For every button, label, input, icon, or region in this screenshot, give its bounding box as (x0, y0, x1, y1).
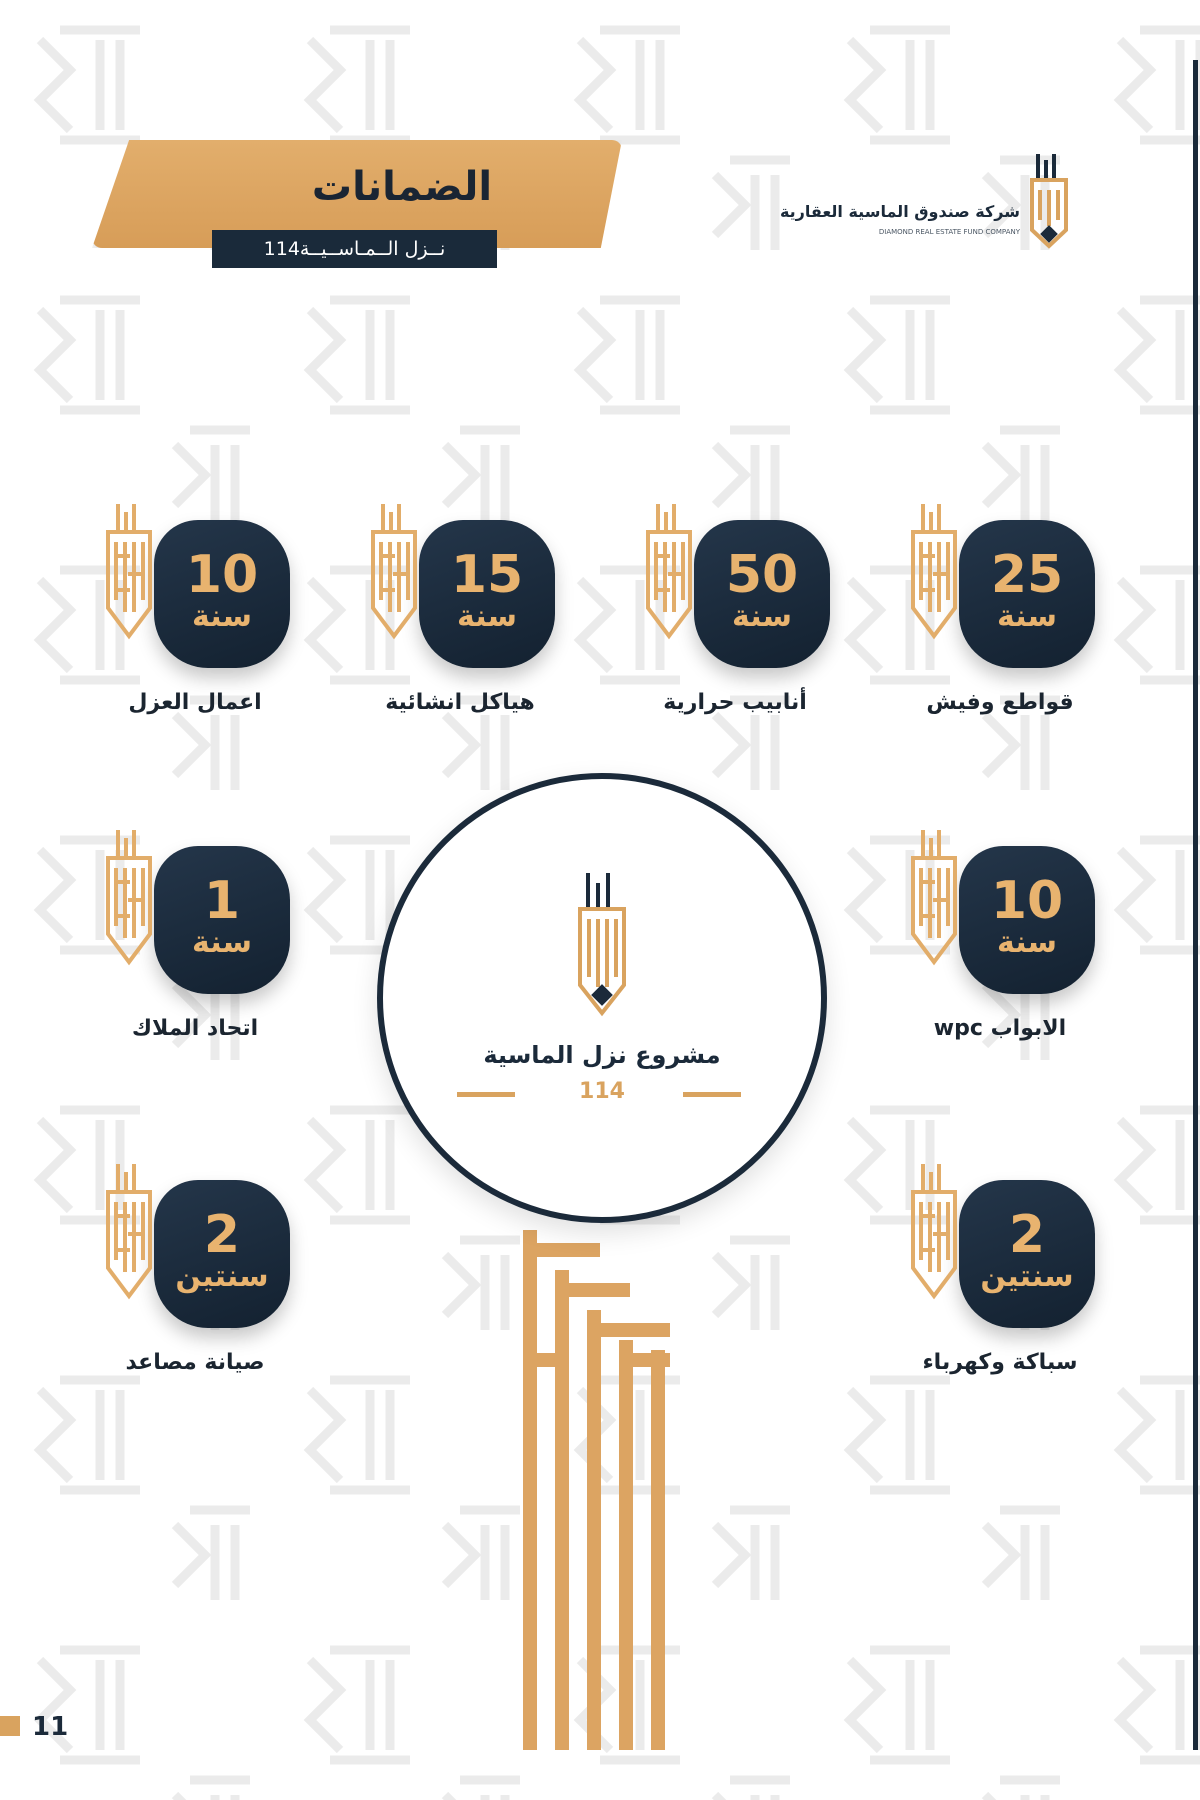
project-number: 114 (579, 1079, 625, 1104)
card-duration-number: 2 (1008, 1205, 1046, 1265)
page-title: الضمانات (311, 164, 493, 210)
card-duration-unit: سنتين (980, 1259, 1074, 1294)
diamond-tower-logo-icon (574, 867, 630, 1019)
card-label: صيانة مصاعد (125, 1350, 265, 1375)
page-number-text: 11 (32, 1712, 69, 1742)
card-duration-unit: سنة (192, 925, 252, 960)
card-duration-number: 15 (450, 545, 524, 605)
tower-emblem-icon (365, 500, 423, 642)
guarantee-card (100, 1160, 290, 1390)
card-duration-number: 10 (990, 871, 1064, 931)
diamond-tower-logo-icon (1028, 150, 1070, 250)
project-name: مشروع نزل الماسية (483, 1041, 721, 1069)
card-duration-unit: سنة (997, 599, 1057, 634)
tower-emblem-icon (100, 500, 158, 642)
card-duration-number: 50 (725, 545, 799, 605)
card-duration-unit: سنة (732, 599, 792, 634)
guarantee-card (640, 500, 830, 730)
card-label: أنابيب حرارية (663, 690, 807, 715)
tower-emblem-icon (905, 826, 963, 968)
card-label: قواطع وفيش (926, 690, 1074, 715)
guarantee-card (905, 1160, 1095, 1390)
card-label: هياكل انشائية (385, 690, 535, 715)
tower-emblem-icon (100, 826, 158, 968)
guarantee-card (905, 500, 1095, 730)
company-name: شركة صندوق الماسية العقارية (779, 202, 1020, 221)
tower-emblem-icon (905, 500, 963, 642)
guarantee-card (905, 826, 1095, 1056)
company-logo (779, 150, 1070, 250)
card-duration-unit: سنتين (175, 1259, 269, 1294)
card-duration-number: 25 (990, 545, 1064, 605)
guarantee-card (365, 500, 555, 730)
card-duration-unit: سنة (192, 599, 252, 634)
card-label: اتحاد الملاك (131, 1016, 259, 1041)
page-number-marker (0, 1716, 20, 1736)
calligraphic-stem-ornament (520, 1210, 680, 1750)
card-label: الابواب wpc (933, 1016, 1067, 1041)
page-subtitle: نــزل الــمـاســيــة114 (212, 230, 497, 268)
page-edge-rule (1193, 60, 1198, 1750)
header-banner (92, 140, 622, 260)
company-name-english: DIAMOND REAL ESTATE FUND COMPANY (878, 228, 1020, 236)
divider-line (683, 1092, 741, 1097)
guarantee-card (100, 500, 290, 730)
tower-emblem-icon (905, 1160, 963, 1302)
card-duration-number: 1 (203, 871, 241, 931)
card-duration-number: 10 (185, 545, 259, 605)
guarantee-card (100, 826, 290, 1056)
tower-emblem-icon (100, 1160, 158, 1302)
card-label: سباكة وكهرباء (922, 1350, 1078, 1375)
tower-emblem-icon (640, 500, 698, 642)
card-duration-unit: سنة (997, 925, 1057, 960)
card-label: اعمال العزل (128, 690, 262, 715)
project-medallion (377, 773, 827, 1223)
card-duration-unit: سنة (457, 599, 517, 634)
card-duration-number: 2 (203, 1205, 241, 1265)
page-number (0, 1712, 80, 1742)
